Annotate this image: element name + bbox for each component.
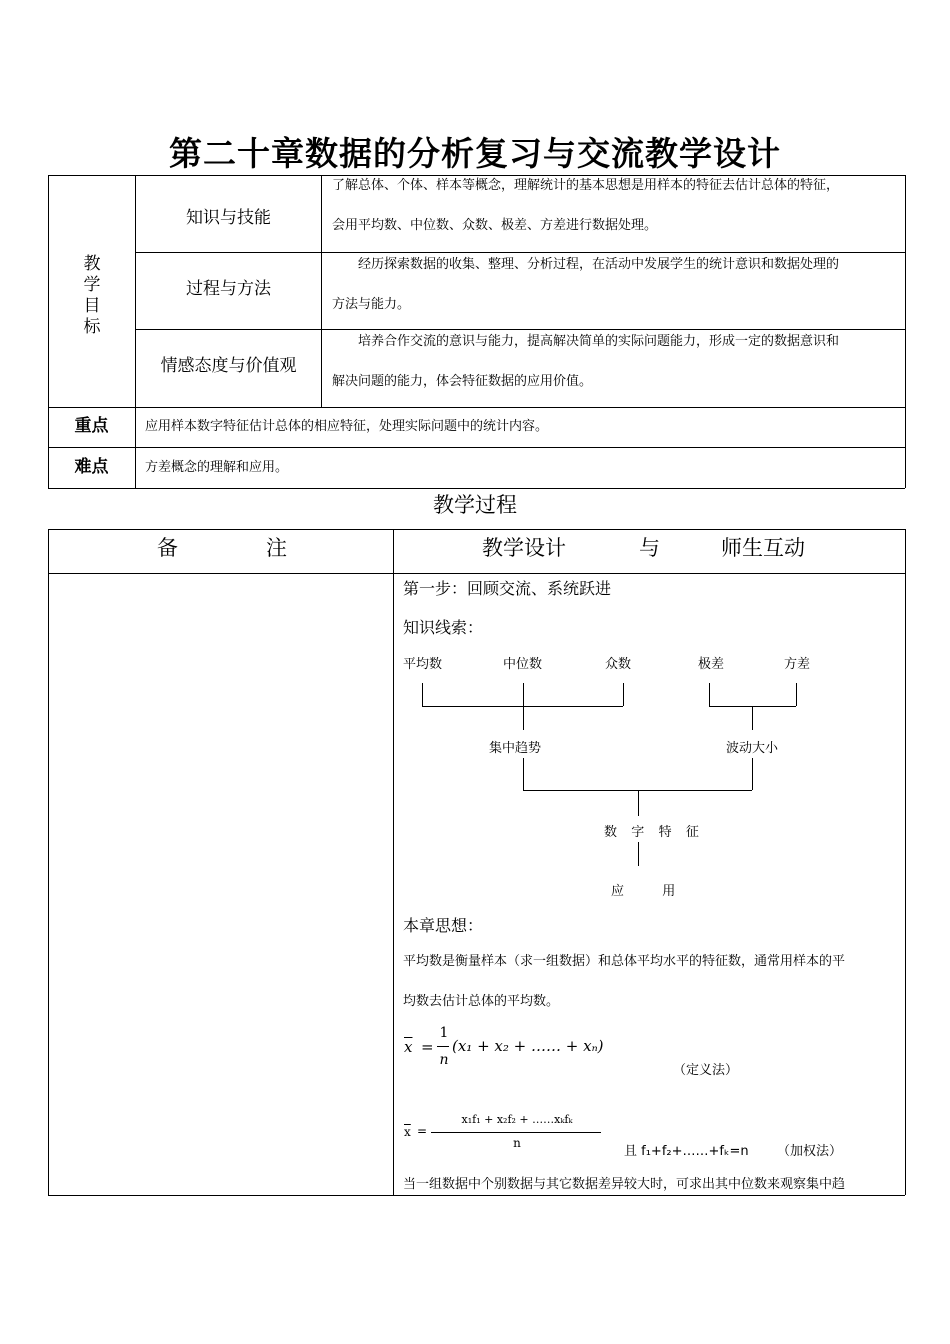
formula1-lhs: $\overline{x}$ (404, 1038, 413, 1056)
diagram-application: 应 用 (611, 884, 676, 899)
mean-paragraph: 平均数是衡量样本（求一组数据）和总体平均水平的特征数，通常用样本的平 均数去估计总体的平均数。 (403, 954, 846, 1009)
objective-text-knowledge: 了解总体、个体、样本等概念，理解统计的基本思想是用样本的特征去估计总体的特征， 会用平均数、中位数、众数、极差、方差进行数据处理。 (332, 178, 840, 233)
median-paragraph: 当一组数据中个别数据与其它数据差异较大时，可求出其中位数来观察集中趋 (403, 1177, 846, 1192)
diagram-mean: 平均数 (403, 657, 443, 672)
objective-text-attitude: 培养合作交流的意识与能力，提高解决简单的实际问题能力，形成一定的数据意识和 解决问题的能力，体会特征数据的应用价值。 (332, 334, 840, 389)
formula1-den: n (439, 1052, 449, 1068)
formula2-lhs: $\overline{x}$ (404, 1125, 411, 1139)
diagram-numeric-features: 数 字 特 征 (604, 825, 699, 840)
step1-heading: 第一步：回顾交流、系统跃进 (403, 579, 612, 598)
diagram-range: 极差 (698, 657, 725, 672)
formula1-num: 1 (439, 1025, 449, 1041)
diagram-central-tendency: 集中趋势 (489, 741, 542, 756)
key-point-text: 应用样本数字特征估计总体的相应特征，处理实际问题中的统计内容。 (145, 419, 549, 434)
objective-label-process: 过程与方法 (186, 279, 271, 299)
formula1-note: （定义法） (673, 1063, 739, 1078)
formula2-note: （加权法） (777, 1144, 843, 1159)
objectives-group-label: 教 学 目 标 (83, 254, 101, 337)
formula2-condition: 且 f₁+f₂+……+fₖ=n (624, 1144, 749, 1159)
chapter-idea-heading: 本章思想： (403, 916, 484, 935)
difficulty-label: 难点 (74, 457, 109, 477)
knowledge-clue-heading: 知识线索： (403, 618, 484, 637)
diagram-dispersion: 波动大小 (726, 741, 779, 756)
page-title: 第二十章数据的分析复习与交流教学设计 (169, 134, 781, 173)
diagram-mode: 众数 (605, 657, 632, 672)
diagram-variance: 方差 (784, 657, 811, 672)
formula2-num: x₁f₁ + x₂f₂ + ……xₖfₖ (461, 1113, 573, 1126)
formula2-den: n (513, 1136, 521, 1150)
diagram-median: 中位数 (503, 657, 543, 672)
key-point-label: 重点 (74, 416, 109, 436)
objective-text-process: 经历探索数据的收集、整理、分析过程，在活动中发展学生的统计意识和数据处理的 方法与能力。 (332, 257, 840, 312)
difficulty-text: 方差概念的理解和应用。 (145, 460, 289, 475)
objective-label-knowledge: 知识与技能 (186, 208, 271, 228)
formula1-body: (x₁ + x₂ + …… + xₙ) (452, 1037, 604, 1055)
objective-label-attitude: 情感态度与价值观 (160, 356, 297, 376)
process-heading: 教学过程 (433, 493, 517, 517)
